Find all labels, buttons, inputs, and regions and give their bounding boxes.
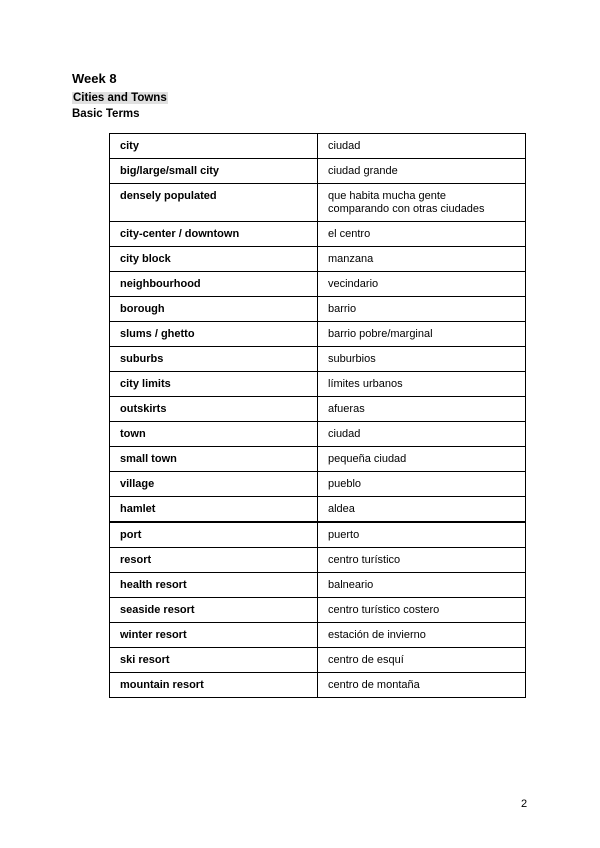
section-title: Cities and Towns (73, 92, 167, 104)
translation-cell: pueblo (318, 472, 526, 497)
translation-cell: puerto (318, 522, 526, 548)
term-cell: densely populated (110, 184, 318, 222)
translation-cell: el centro (318, 222, 526, 247)
translation-cell: centro turístico costero (318, 598, 526, 623)
translation-cell: centro turístico (318, 548, 526, 573)
table-row (110, 648, 526, 673)
translation-cell: barrio pobre/marginal (318, 322, 526, 347)
table-row (110, 297, 526, 322)
table-row (110, 134, 526, 159)
table-row (110, 372, 526, 397)
term-cell: winter resort (110, 623, 318, 648)
term-cell: suburbs (110, 347, 318, 372)
term-cell: seaside resort (110, 598, 318, 623)
table-row (110, 397, 526, 422)
table-row (110, 272, 526, 297)
term-cell: borough (110, 297, 318, 322)
term-cell: hamlet (110, 497, 318, 523)
term-cell: outskirts (110, 397, 318, 422)
translation-cell: barrio (318, 297, 526, 322)
table-row (110, 322, 526, 347)
term-cell: city-center / downtown (110, 222, 318, 247)
subsection-title: Basic Terms (72, 108, 140, 120)
term-cell: neighbourhood (110, 272, 318, 297)
table-row (110, 422, 526, 447)
table-row (110, 159, 526, 184)
term-cell: big/large/small city (110, 159, 318, 184)
table-row (110, 522, 526, 548)
term-cell: city block (110, 247, 318, 272)
table-row (110, 548, 526, 573)
translation-cell: pequeña ciudad (318, 447, 526, 472)
table-row (110, 573, 526, 598)
table-row (110, 472, 526, 497)
translation-cell: ciudad grande (318, 159, 526, 184)
table-row (110, 497, 526, 523)
translation-cell: que habita mucha gente comparando con otras ciudades (318, 184, 526, 222)
term-cell: ski resort (110, 648, 318, 673)
table-row (110, 222, 526, 247)
table-row (110, 673, 526, 698)
table-row (110, 247, 526, 272)
term-cell: slums / ghetto (110, 322, 318, 347)
vocabulary-table-body (110, 134, 526, 698)
translation-cell: aldea (318, 497, 526, 523)
translation-cell: ciudad (318, 134, 526, 159)
translation-cell: suburbios (318, 347, 526, 372)
translation-cell: manzana (318, 247, 526, 272)
term-cell: mountain resort (110, 673, 318, 698)
translation-cell: afueras (318, 397, 526, 422)
term-cell: town (110, 422, 318, 447)
term-cell: health resort (110, 573, 318, 598)
translation-cell: centro de esquí (318, 648, 526, 673)
term-cell: port (110, 522, 318, 548)
term-cell: resort (110, 548, 318, 573)
translation-cell: centro de montaña (318, 673, 526, 698)
page-title: Week 8 (72, 71, 117, 86)
page-number: 2 (521, 798, 528, 810)
table-row (110, 347, 526, 372)
translation-cell: balneario (318, 573, 526, 598)
translation-cell: vecindario (318, 272, 526, 297)
table-row (110, 447, 526, 472)
vocabulary-table (109, 133, 526, 698)
term-cell: small town (110, 447, 318, 472)
translation-cell: límites urbanos (318, 372, 526, 397)
translation-cell: estación de invierno (318, 623, 526, 648)
table-row (110, 598, 526, 623)
term-cell: city (110, 134, 318, 159)
term-cell: city limits (110, 372, 318, 397)
term-cell: village (110, 472, 318, 497)
translation-cell: ciudad (318, 422, 526, 447)
table-row (110, 623, 526, 648)
table-row (110, 184, 526, 222)
